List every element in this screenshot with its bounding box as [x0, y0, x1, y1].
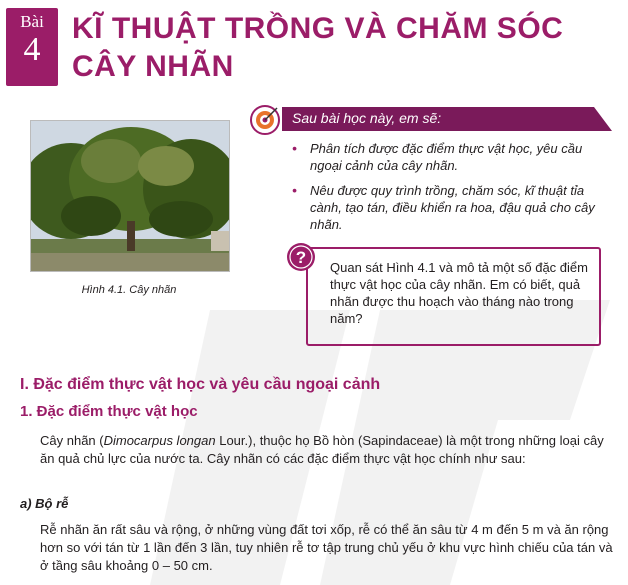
- tree-photo: [30, 120, 230, 272]
- question-icon: [286, 242, 316, 272]
- figure-caption: Hình 4.1. Cây nhãn: [81, 284, 177, 296]
- intro-before: Cây nhãn (: [40, 433, 104, 448]
- objectives-list: [290, 140, 610, 241]
- question-text: Quan sát Hình 4.1 và mô tả một số đặc điểm thực vật học của cây nhãn. Em có biết, quả nhãn được thu hoạch vào tháng nào trong năm?: [330, 260, 588, 326]
- intro-paragraph: [40, 432, 615, 468]
- roots-paragraph: Rễ nhãn ăn rất sâu và rộng, ở những vùng đất tơi xốp, rễ có thể ăn sâu từ 4 m đến 5 m và ăn rộng hơn so với tán từ 1 lần đến 3 lần, tuy nhiên rễ tơ tập trung chủ yếu ở khu vực hình chiếu của tán và ở tầng sâu khoảng 0 – 50 cm.: [40, 522, 613, 573]
- objectives-heading: Sau bài học này, em sẽ:: [292, 110, 442, 126]
- target-icon: [250, 105, 280, 135]
- section-heading: I. Đặc điểm thực vật học và yêu cầu ngoại cảnh: [20, 376, 381, 393]
- lesson-badge: [6, 8, 58, 86]
- question-box: [306, 247, 601, 346]
- svg-text:?: ?: [295, 248, 307, 267]
- page-title: KĨ THUẬT TRỒNG VÀ CHĂM SÓC CÂY NHÃN: [72, 12, 564, 83]
- lesson-word: Bài: [20, 12, 44, 31]
- objective-item: • Phân tích được đặc điểm thực vật học, yêu cầu ngoại cảnh của cây nhãn.: [290, 140, 610, 174]
- subsection-heading: 1. Đặc điểm thực vật học: [20, 403, 198, 420]
- lesson-number: 4: [23, 31, 41, 68]
- objective-item: • Nêu được quy trình trồng, chăm sóc, kĩ thuật tỉa cành, tạo tán, điều khiển ra hoa, đậu quả cho cây nhãn.: [290, 182, 610, 233]
- intro-latin: Dimocarpus longan: [103, 433, 216, 448]
- intro-after: Lour.), thuộc họ Bồ hòn (Sapindaceae) là một trong những loại cây ăn quả chủ lực của nước ta. Cây nhãn có các đặc điểm thực vật học chính như sau:: [40, 433, 604, 466]
- roots-label: a) Bộ rễ: [20, 496, 69, 511]
